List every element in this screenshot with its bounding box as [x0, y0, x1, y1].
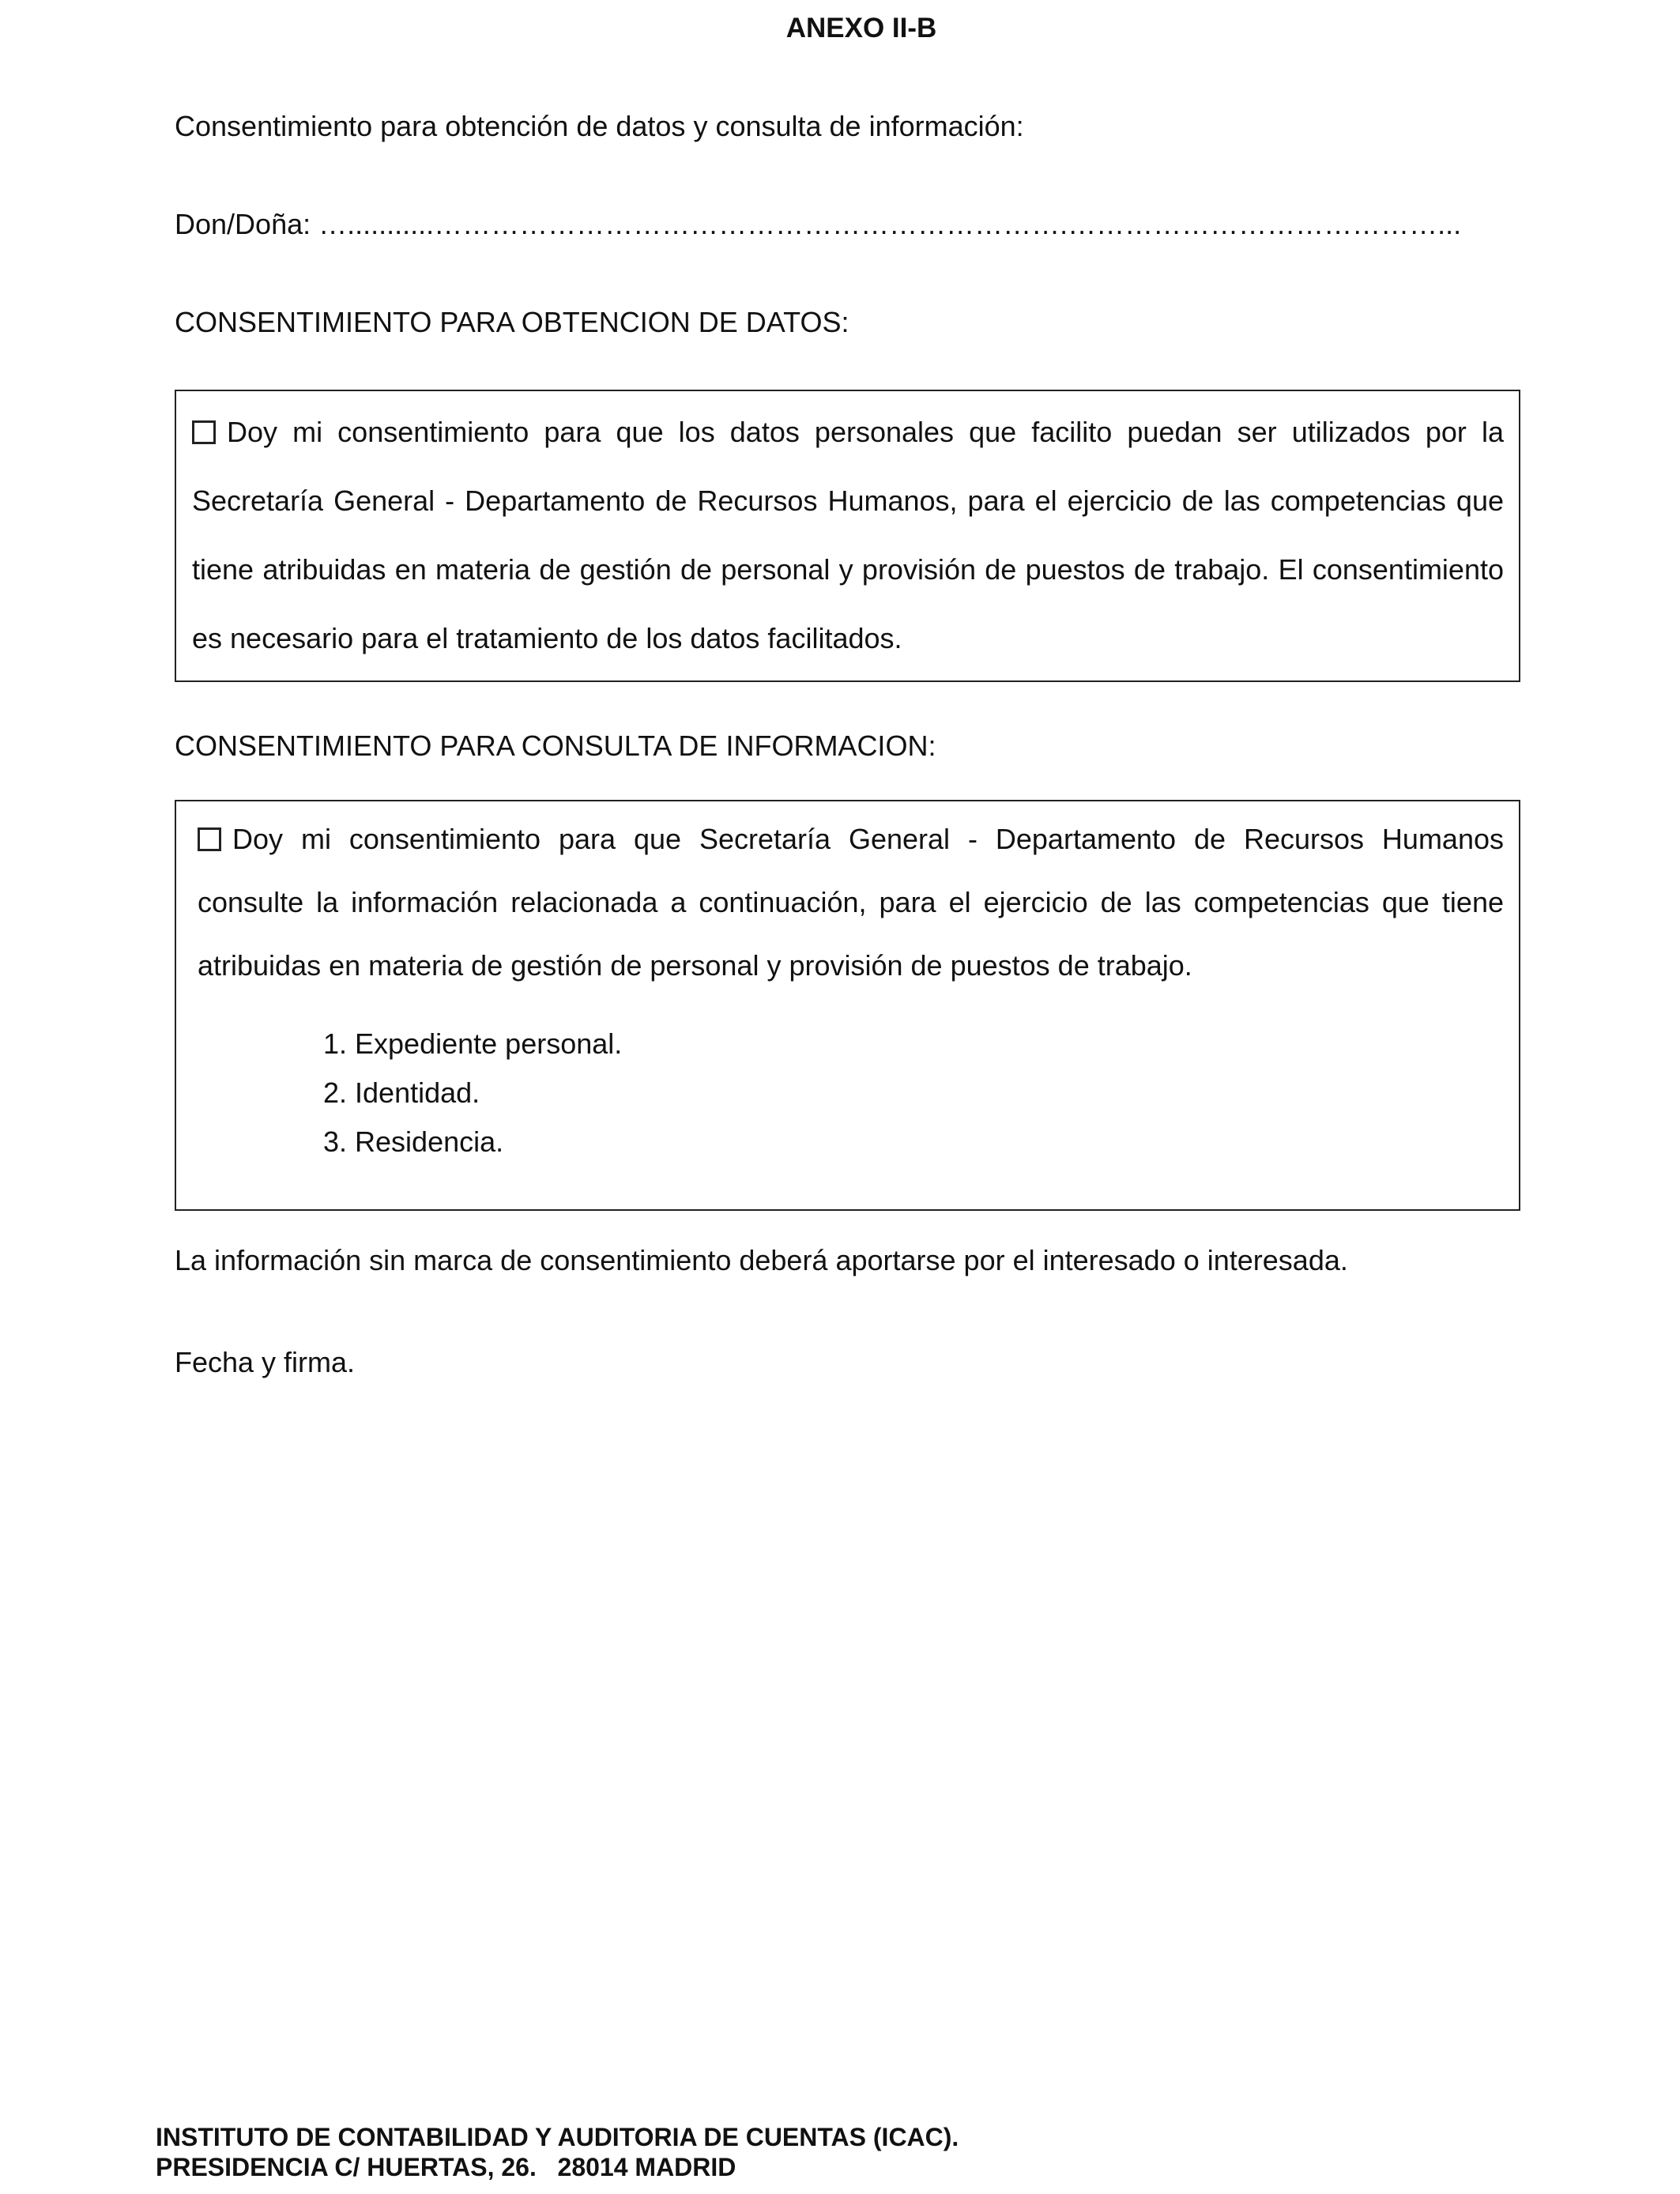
info-consent-paragraph [198, 808, 1504, 997]
signature-label: Fecha y firma. [175, 1346, 356, 1378]
data-consent-text: Doy mi consentimiento para que los datos personales que facilito puedan ser utilizados por la Secretaría General - Departamento de Recursos Humanos, para el ejercicio de las competencias que tiene atribuidas en materia de gestión de personal y provisión de puestos de trabajo. El consentimiento es necesario para el tratamiento de los datos facilitados. [192, 416, 1504, 654]
footer-line-1: INSTITUTO DE CONTABILIDAD Y AUDITORIA DE CUENTAS (ICAC). [156, 2123, 959, 2151]
document-title: ANEXO II-B [785, 13, 937, 43]
note-text: La información sin marca de consentimiento deberá aportarse por el interesado o interesada. [175, 1244, 1348, 1276]
list-item: 3. Residencia. [323, 1125, 504, 1158]
info-consent-box [175, 800, 1520, 1211]
data-consent-box [175, 390, 1520, 682]
name-label: Don/Doña: [175, 208, 311, 240]
list-item: 2. Identidad. [323, 1076, 480, 1109]
info-items-list [323, 1020, 622, 1167]
info-consent-checkbox[interactable] [198, 827, 221, 851]
name-fill-field[interactable]: …...........………………………………………………………….…………………………………... [318, 208, 1462, 240]
intro-text: Consentimiento para obtención de datos y consulta de información: [175, 110, 1024, 142]
name-line [175, 207, 1461, 242]
info-consent-text: Doy mi consentimiento para que Secretaría General - Departamento de Recursos Humanos consulte la información relacionada a continuación, para el ejercicio de las competencias que tiene atribuidas en materia de gestión de personal y provisión de puestos de trabajo. [198, 823, 1504, 982]
data-consent-paragraph [192, 398, 1504, 673]
section-info-heading: CONSENTIMIENTO PARA CONSULTA DE INFORMACION: [175, 729, 936, 762]
list-item: 1. Expediente personal. [323, 1027, 623, 1060]
data-consent-checkbox[interactable] [192, 420, 216, 444]
section-data-heading: CONSENTIMIENTO PARA OBTENCION DE DATOS: [175, 306, 849, 338]
footer-line-2: PRESIDENCIA C/ HUERTAS, 26. 28014 MADRID [156, 2153, 736, 2181]
